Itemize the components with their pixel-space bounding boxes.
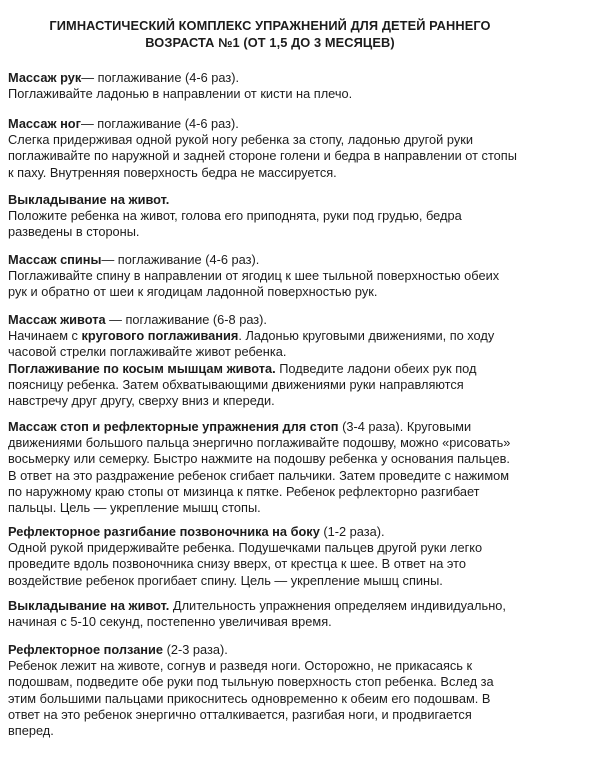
section-text-line: проведите вдоль позвоночника снизу вверх, от крестца к шее. В ответ на это <box>8 556 467 572</box>
section-text-line: начиная с 5-10 секунд, постепенно увеличивая время. <box>8 614 332 630</box>
section-text-line: вперед. <box>8 723 54 739</box>
section-text-line: Одной рукой придерживайте ребенка. Подушечками пальцев другой руки легко <box>8 540 483 556</box>
section-text-line: движениями большого пальца энергично поглаживайте подошву, можно «рисовать» <box>8 435 511 451</box>
section-back-massage <box>8 252 598 301</box>
section-text-line: Поглаживайте ладонью в направлении от кисти на плечо. <box>8 86 353 102</box>
document-title <box>0 17 540 51</box>
section-text-line: навстречу друг другу, сверху вниз и кпереди. <box>8 393 275 409</box>
section-text-line: пальцы. Цель — укрепление мышц стопы. <box>8 500 261 516</box>
section-heading: Рефлекторное ползание <box>8 642 164 657</box>
section-subheading: Поглаживание по косым мышцам живота. <box>8 360 276 376</box>
section-text-line: этим большими пальцами прикоснитесь одновременно к обеим его подошвам. В <box>8 690 491 706</box>
section-heading: Выкладывание на живот. <box>8 598 170 613</box>
section-text-part: Начинаем с <box>8 328 82 344</box>
section-text-line: ответ на это ребенок энергично отталкивается, разгибая ноги, и продвигается <box>8 706 472 722</box>
section-text-line: к паху. Внутренняя поверхность бедра не массируется. <box>8 164 337 180</box>
section-heading-rest: Длительность упражнения определяем индивидуально, <box>169 598 506 613</box>
section-text-line: восьмерку или семерку. Быстро нажмите на подошву ребенка у основания пальцев. <box>8 451 510 467</box>
title-line-1: ГИМНАСТИЧЕСКИЙ КОМПЛЕКС УПРАЖНЕНИЙ ДЛЯ ДЕТЕЙ РАННЕГО <box>49 18 491 33</box>
section-text-line: Слегка придерживая одной рукой ногу ребенка за стопу, ладонью другой руки <box>8 132 473 148</box>
section-heading: Массаж ног <box>8 116 81 131</box>
section-heading: Массаж стоп и рефлекторные упражнения для стоп <box>8 419 339 434</box>
section-heading-rest: — поглаживание (4-6 раз). <box>81 70 240 85</box>
section-text-line: поглаживайте по наружной и задней стороне голени и бедра в направлении от стопы <box>8 148 517 164</box>
section-text-line: поясницу ребенка. Затем обхватывающими движениями руки направляются <box>8 376 464 392</box>
section-leg-massage <box>8 116 598 181</box>
section-reflex-crawling <box>8 642 598 739</box>
section-belly-massage <box>8 312 598 409</box>
section-tummy-time <box>8 192 598 241</box>
section-text-line: Поглаживайте спину в направлении от ягодиц к шее тыльной поверхностью обеих <box>8 268 500 284</box>
section-heading: Выкладывание на живот. <box>8 192 170 207</box>
section-heading-rest: — поглаживание (4-6 раз). <box>101 252 260 267</box>
section-text-line: по наружному краю стопы от мизинца к пятке. Ребенок рефлекторно разгибает <box>8 483 480 499</box>
section-spine-extension <box>8 524 598 589</box>
section-heading-rest: — поглаживание (6-8 раз). <box>105 312 267 327</box>
section-text-line: В ответ на это раздражение ребенок сгибает пальчики. Затем проведите с нажимом <box>8 467 510 483</box>
section-heading-rest: (3-4 раза). Круговыми <box>338 419 472 434</box>
section-heading: Массаж живота <box>8 312 106 327</box>
section-heading: Массаж спины <box>8 252 102 267</box>
section-heading: Массаж рук <box>8 70 82 85</box>
title-line-2: ВОЗРАСТА №1 (ОТ 1,5 ДО 3 МЕСЯЦЕВ) <box>145 35 395 50</box>
section-text-line: рук и обратно от шеи к ягодицам ладонной поверхностью рук. <box>8 284 378 300</box>
section-text-line: часовой стрелки поглаживайте живот ребенка. <box>8 344 287 360</box>
section-text-line: подошвам, подведите обе руки под тыльную поверхность стоп ребенка. Вслед за <box>8 674 494 690</box>
section-heading-rest: — поглаживание (4-6 раз). <box>80 116 239 131</box>
section-text-line: Ребенок лежит на животе, согнув и разведя ноги. Осторожно, не прикасаясь к <box>8 658 473 674</box>
section-text-line: разведены в стороны. <box>8 224 140 240</box>
section-text-bold: кругового поглаживания <box>81 328 239 344</box>
section-text-line: Положите ребенка на живот, голова его приподнята, руки под грудью, бедра <box>8 208 462 224</box>
section-text-part: Подведите ладони обеих рук под <box>275 360 477 376</box>
section-heading-rest: (1-2 раза). <box>319 524 385 539</box>
section-text-part: . Ладонью круговыми движениями, по ходу <box>238 328 495 344</box>
section-foot-massage <box>8 419 598 516</box>
section-heading-rest: (2-3 раза). <box>163 642 228 657</box>
section-text-line: воздействие ребенок прогибает спину. Цель — укрепление мышц спины. <box>8 572 443 588</box>
section-tummy-time-duration <box>8 598 598 630</box>
section-heading: Рефлекторное разгибание позвоночника на боку <box>8 524 320 539</box>
section-arm-massage <box>8 70 598 102</box>
